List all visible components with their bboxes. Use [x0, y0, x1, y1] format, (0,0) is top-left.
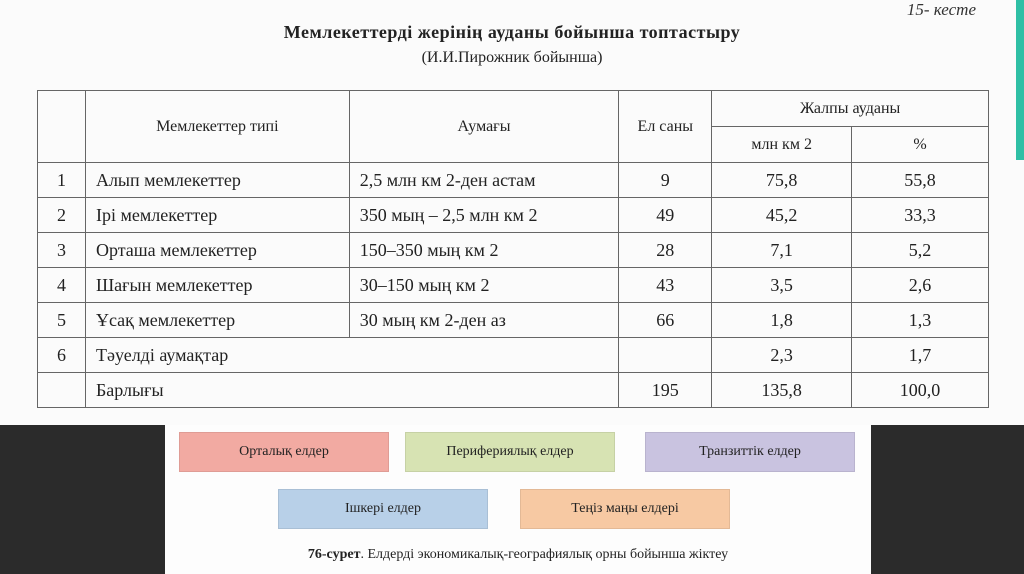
row-area: 30–150 мың км 2 — [349, 268, 619, 303]
row-number: 5 — [38, 303, 86, 338]
header-area: Аумағы — [349, 91, 619, 163]
box-label: Перифериялық елдер — [446, 444, 574, 459]
row-pct: 1,7 — [852, 338, 989, 373]
caption-number: 76-сурет — [307, 547, 361, 562]
row-type: Ірі мемлекеттер — [85, 198, 349, 233]
row-number: 1 — [38, 163, 86, 198]
row-pct: 55,8 — [852, 163, 989, 198]
row-mln: 1,8 — [712, 303, 852, 338]
total-count: 195 — [619, 373, 712, 408]
row-count: 49 — [619, 198, 712, 233]
total-number — [38, 373, 86, 408]
header-type: Мемлекеттер типі — [85, 91, 349, 163]
row-area: 2,5 млн км 2-ден астам — [349, 163, 619, 198]
box-central-countries — [179, 432, 389, 472]
row-number: 6 — [38, 338, 86, 373]
row-count: 28 — [619, 233, 712, 268]
header-mln: млн км 2 — [712, 127, 852, 163]
table-row — [38, 303, 989, 338]
row-mln: 75,8 — [712, 163, 852, 198]
row-area: 350 мың – 2,5 млн км 2 — [349, 198, 619, 233]
header-count: Ел саны — [619, 91, 712, 163]
row-pct: 1,3 — [852, 303, 989, 338]
row-pct: 33,3 — [852, 198, 989, 233]
row-type: Тәуелді аумақтар — [85, 338, 618, 373]
row-type: Алып мемлекеттер — [85, 163, 349, 198]
table-row — [38, 198, 989, 233]
header-pct: % — [852, 127, 989, 163]
box-label: Транзиттік елдер — [699, 444, 801, 459]
header-total: Жалпы ауданы — [712, 91, 989, 127]
row-mln: 3,5 — [712, 268, 852, 303]
box-label: Теңіз маңы елдері — [571, 501, 679, 516]
caption-text: . Елдерді экономикалық-географиялық орны бойынша жіктеу — [360, 547, 729, 562]
total-pct: 100,0 — [852, 373, 989, 408]
row-number: 4 — [38, 268, 86, 303]
table-number: 15- кесте — [906, 0, 976, 19]
total-label: Барлығы — [85, 373, 618, 408]
row-mln: 2,3 — [712, 338, 852, 373]
row-pct: 5,2 — [852, 233, 989, 268]
total-row — [38, 373, 989, 408]
row-pct: 2,6 — [852, 268, 989, 303]
table-row — [38, 233, 989, 268]
row-area: 30 мың км 2-ден аз — [349, 303, 619, 338]
box-inland-countries — [278, 489, 488, 529]
figure-panel — [165, 425, 871, 574]
row-number: 2 — [38, 198, 86, 233]
row-type: Ұсақ мемлекеттер — [85, 303, 349, 338]
table-title: Мемлекеттерді жерінің ауданы бойынша топтастыру — [283, 22, 741, 42]
table-row — [38, 163, 989, 198]
box-peripheral-countries — [405, 432, 615, 472]
header-number — [38, 91, 86, 163]
row-mln: 45,2 — [712, 198, 852, 233]
row-mln: 7,1 — [712, 233, 852, 268]
box-label: Орталық елдер — [239, 444, 329, 459]
row-type: Орташа мемлекеттер — [85, 233, 349, 268]
table-row — [38, 268, 989, 303]
box-coastal-countries — [520, 489, 730, 529]
row-count: 66 — [619, 303, 712, 338]
box-label: Ішкері елдер — [344, 501, 422, 516]
row-count — [619, 338, 712, 373]
table-row — [38, 338, 989, 373]
states-area-table — [37, 90, 989, 408]
row-count: 9 — [619, 163, 712, 198]
box-transit-countries — [645, 432, 855, 472]
row-area: 150–350 мың км 2 — [349, 233, 619, 268]
figure-caption — [165, 547, 871, 563]
row-count: 43 — [619, 268, 712, 303]
total-mln: 135,8 — [712, 373, 852, 408]
row-number: 3 — [38, 233, 86, 268]
table-subtitle: (И.И.Пирожник бойынша) — [421, 49, 603, 66]
row-type: Шағын мемлекеттер — [85, 268, 349, 303]
